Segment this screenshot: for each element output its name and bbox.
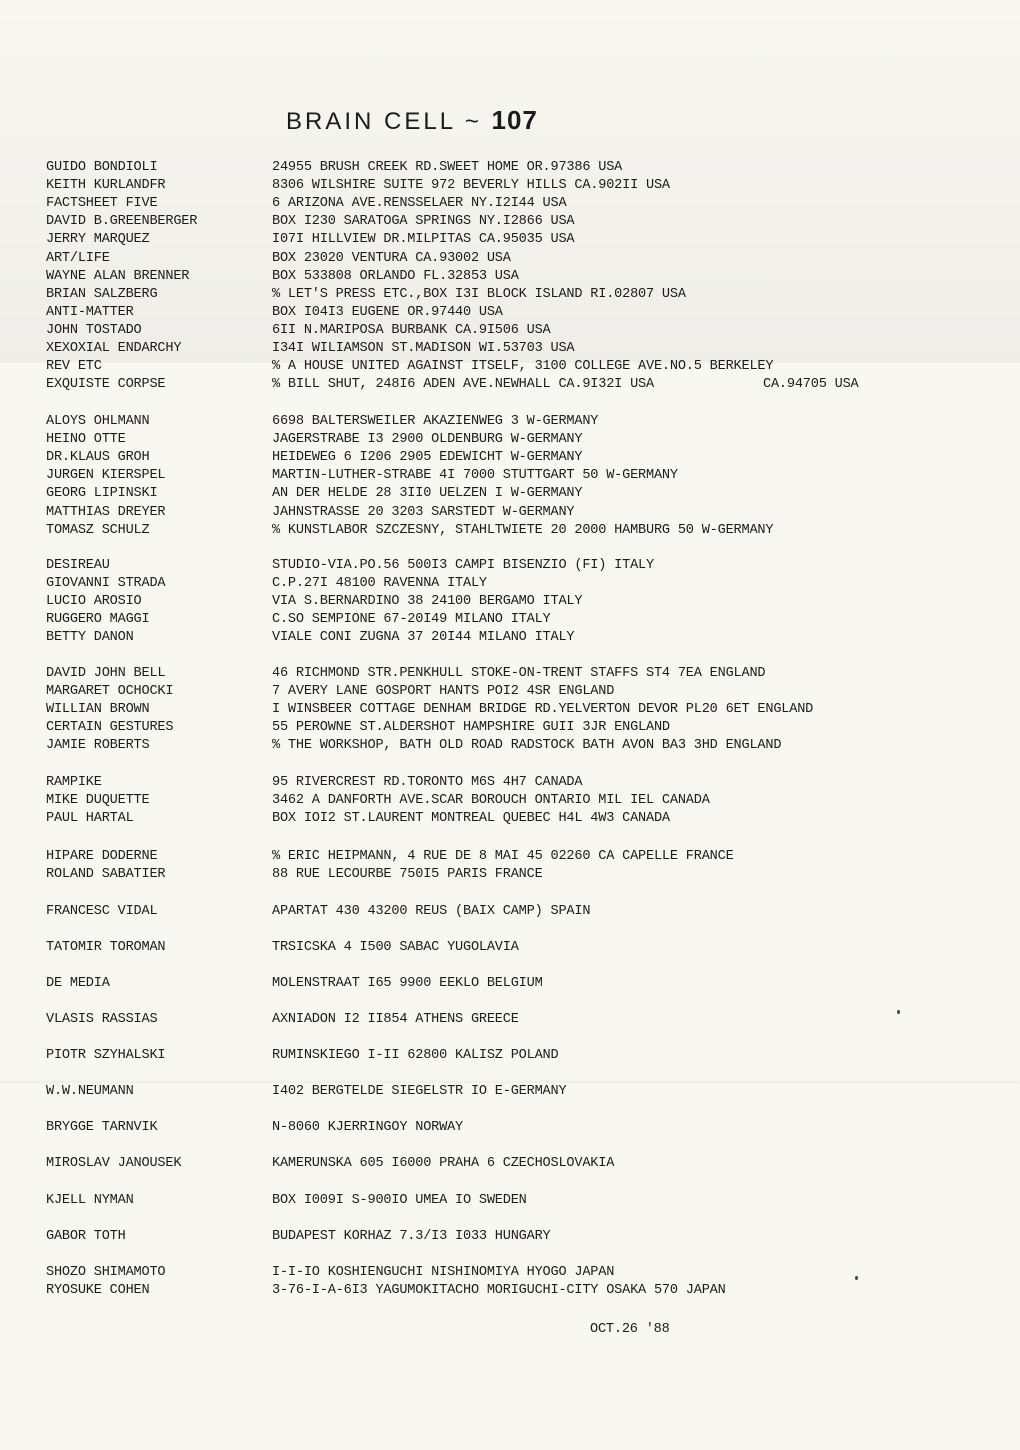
document-date: OCT.26 '88 — [590, 1322, 670, 1337]
contact-name: ART/LIFE — [46, 250, 110, 266]
contact-address: C.P.27I 48100 RAVENNA ITALY — [272, 576, 487, 592]
contact-name: MATTHIAS DREYER — [46, 504, 166, 520]
list-item — [0, 1193, 1000, 1211]
contact-name: TATOMIR TOROMAN — [46, 940, 166, 955]
contact-name: TOMASZ SCHULZ — [46, 522, 150, 538]
list-item — [0, 1048, 1000, 1066]
title-number: 107 — [491, 105, 538, 135]
contact-name: XEXOXIAL ENDARCHY — [46, 341, 182, 356]
list-item — [0, 432, 1000, 450]
list-item — [0, 196, 1000, 214]
list-item — [0, 849, 1000, 867]
contact-name: MIKE DUQUETTE — [46, 793, 150, 809]
contact-name: FACTSHEET FIVE — [46, 196, 158, 212]
list-item — [0, 867, 1000, 885]
contact-address: VIA S.BERNARDINO 38 24100 BERGAMO ITALY — [272, 594, 583, 610]
list-item — [0, 630, 1000, 648]
contact-name: JERRY MARQUEZ — [46, 232, 150, 248]
contact-name: CERTAIN GESTURES — [46, 720, 174, 736]
list-item — [0, 1156, 1000, 1174]
list-item — [0, 214, 1000, 232]
list-item — [0, 738, 1000, 756]
contact-name: EXQUISTE CORPSE — [46, 377, 166, 393]
list-item — [0, 1120, 1000, 1138]
contact-name: ANTI-MATTER — [46, 304, 134, 320]
list-item — [0, 414, 1000, 432]
contact-address: 8306 WILSHIRE SUITE 972 BEVERLY HILLS CA.902II USA — [272, 178, 670, 194]
contact-name: JAMIE ROBERTS — [46, 738, 150, 754]
contact-address: 95 RIVERCREST RD.TORONTO M6S 4H7 CANADA — [272, 775, 583, 790]
contact-address: BOX IOI2 ST.LAURENT MONTREAL QUEBEC H4L 4W3 CANADA — [272, 811, 670, 827]
contact-address: AN DER HELDE 28 3II0 UELZEN I W-GERMANY — [272, 486, 583, 502]
contact-address: JAGERSTRABE I3 2900 OLDENBURG W-GERMANY — [272, 432, 583, 448]
contact-name: HEINO OTTE — [46, 432, 126, 448]
list-item — [0, 178, 1000, 196]
list-item — [0, 160, 1000, 178]
list-item — [0, 811, 1000, 829]
list-item — [0, 1265, 1000, 1283]
contact-name: REV ETC — [46, 359, 102, 375]
address-continuation: CA.94705 USA — [763, 377, 859, 393]
contact-address: TRSICSKA 4 I500 SABAC YUGOLAVIA — [272, 940, 519, 955]
list-item — [0, 940, 1000, 958]
contact-address: BOX 533808 ORLANDO FL.32853 USA — [272, 268, 519, 284]
list-item — [0, 720, 1000, 738]
contact-address: APARTAT 430 43200 REUS (BAIX CAMP) SPAIN — [272, 904, 591, 919]
contact-address: BOX I230 SARATOGA SPRINGS NY.I2866 USA — [272, 214, 575, 230]
list-item — [0, 558, 1000, 576]
contact-name: DESIREAU — [46, 558, 110, 573]
contact-address: BOX I04I3 EUGENE OR.97440 USA — [272, 304, 503, 320]
list-item — [0, 505, 1000, 523]
contact-address: N-8060 KJERRINGOY NORWAY — [272, 1120, 463, 1135]
list-item — [0, 904, 1000, 922]
list-item — [0, 305, 1000, 323]
contact-address: MARTIN-LUTHER-STRABE 4I 7000 STUTTGART 50 W-GERMANY — [272, 468, 678, 484]
contact-name: GEORG LIPINSKI — [46, 486, 158, 502]
list-item — [0, 450, 1000, 468]
contact-address: I34I WILIAMSON ST.MADISON WI.53703 USA — [272, 341, 575, 356]
list-item — [0, 523, 1000, 541]
contact-address: 24955 BRUSH CREEK RD.SWEET HOME OR.97386 USA — [272, 160, 623, 175]
contact-name: MIROSLAV JANOUSEK — [46, 1156, 182, 1171]
contact-name: PIOTR SZYHALSKI — [46, 1048, 166, 1063]
contact-name: PAUL HARTAL — [46, 811, 134, 827]
contact-address: 3462 A DANFORTH AVE.SCAR BOROUCH ONTARIO MIL IEL CANADA — [272, 793, 710, 809]
list-item — [0, 576, 1000, 594]
contact-address: 55 PEROWNE ST.ALDERSHOT HAMPSHIRE GUII 3JR ENGLAND — [272, 720, 670, 736]
list-item — [0, 1012, 1000, 1030]
contact-name: DAVID B.GREENBERGER — [46, 214, 198, 230]
contact-address: BUDAPEST KORHAZ 7.3/I3 I033 HUNGARY — [272, 1229, 551, 1244]
list-item — [0, 594, 1000, 612]
contact-address: 6698 BALTERSWEILER AKAZIENWEG 3 W-GERMANY — [272, 414, 599, 429]
list-item — [0, 341, 1000, 359]
contact-name: RUGGERO MAGGI — [46, 612, 150, 628]
list-item — [0, 1084, 1000, 1102]
list-item — [0, 1229, 1000, 1247]
contact-name: BETTY DANON — [46, 630, 134, 646]
contact-address: % LET'S PRESS ETC.,BOX I3I BLOCK ISLAND RI.02807 USA — [272, 286, 686, 302]
contact-address: BOX I009I S-900IO UMEA IO SWEDEN — [272, 1193, 527, 1208]
contact-name: JOHN TOSTADO — [46, 322, 142, 338]
contact-address: 6 ARIZONA AVE.RENSSELAER NY.I2I44 USA — [272, 196, 567, 212]
contact-address: BOX 23020 VENTURA CA.93002 USA — [272, 250, 511, 266]
contact-name: ALOYS OHLMANN — [46, 414, 150, 429]
list-item — [0, 684, 1000, 702]
list-item — [0, 1283, 1000, 1301]
contact-address: % THE WORKSHOP, BATH OLD ROAD RADSTOCK BATH AVON BA3 3HD ENGLAND — [272, 738, 782, 754]
contact-address: KAMERUNSKA 605 I6000 PRAHA 6 CZECHOSLOVAKIA — [272, 1156, 615, 1171]
contact-name: FRANCESC VIDAL — [46, 904, 158, 919]
contact-address: 6II N.MARIPOSA BURBANK CA.9I506 USA — [272, 322, 551, 338]
contact-name: KEITH KURLANDFR — [46, 178, 166, 194]
contact-name: W.W.NEUMANN — [46, 1084, 134, 1099]
contact-address: % A HOUSE UNITED AGAINST ITSELF, 3100 COLLEGE AVE.NO.5 BERKELEY — [272, 359, 774, 375]
contact-name: WILLIAN BROWN — [46, 702, 150, 718]
list-item — [0, 468, 1000, 486]
contact-address: MOLENSTRAAT I65 9900 EEKLO BELGIUM — [272, 976, 543, 991]
contact-name: HIPARE DODERNE — [46, 849, 158, 864]
list-item — [0, 287, 1000, 305]
contact-address: VIALE CONI ZUGNA 37 20I44 MILANO ITALY — [272, 630, 575, 646]
contact-name: JURGEN KIERSPEL — [46, 468, 166, 484]
contact-address: 3-76-I-A-6I3 YAGUMOKITACHO MORIGUCHI-CITY OSAKA 570 JAPAN — [272, 1283, 726, 1299]
contact-name: LUCIO AROSIO — [46, 594, 142, 610]
contact-address: 46 RICHMOND STR.PENKHULL STOKE-ON-TRENT STAFFS ST4 7EA ENGLAND — [272, 666, 766, 681]
contact-address: % KUNSTLABOR SZCZESNY, STAHLTWIETE 20 2000 HAMBURG 50 W-GERMANY — [272, 522, 774, 538]
contact-address: I07I HILLVIEW DR.MILPITAS CA.95035 USA — [272, 232, 575, 248]
contact-address: I402 BERGTELDE SIEGELSTR IO E-GERMANY — [272, 1084, 567, 1099]
list-item — [0, 251, 1000, 269]
contact-name: GUIDO BONDIOLI — [46, 160, 158, 175]
contact-name: VLASIS RASSIAS — [46, 1012, 158, 1027]
contact-address: STUDIO-VIA.PO.56 500I3 CAMPI BISENZIO (FI) ITALY — [272, 558, 654, 573]
contact-name: SHOZO SHIMAMOTO — [46, 1265, 166, 1280]
contact-address: % BILL SHUT, 248I6 ADEN AVE.NEWHALL CA.9I32I USA — [272, 377, 654, 393]
contact-name: RAMPIKE — [46, 775, 102, 790]
list-item — [0, 702, 1000, 720]
contact-name: DAVID JOHN BELL — [46, 666, 166, 681]
contact-name: GIOVANNI STRADA — [46, 576, 166, 592]
contact-address: JAHNSTRASSE 20 3203 SARSTEDT W-GERMANY — [272, 504, 575, 520]
list-item — [0, 612, 1000, 630]
list-item — [0, 775, 1000, 793]
contact-address: 88 RUE LECOURBE 750I5 PARIS FRANCE — [272, 867, 543, 883]
list-item — [0, 269, 1000, 287]
list-item — [0, 323, 1000, 341]
contact-address: % ERIC HEIPMANN, 4 RUE DE 8 MAI 45 02260 CA CAPELLE FRANCE — [272, 849, 734, 864]
contact-name: BRIAN SALZBERG — [46, 286, 158, 302]
contact-name: DR.KLAUS GROH — [46, 450, 150, 466]
contact-name: MARGARET OCHOCKI — [46, 684, 174, 700]
contact-address: HEIDEWEG 6 I206 2905 EDEWICHT W-GERMANY — [272, 450, 583, 466]
ink-speck — [897, 1010, 900, 1014]
list-item — [0, 976, 1000, 994]
contact-name: RYOSUKE COHEN — [46, 1283, 150, 1299]
ink-speck — [855, 1276, 858, 1280]
contact-address: AXNIADON I2 II854 ATHENS GREECE — [272, 1012, 519, 1027]
contact-name: ROLAND SABATIER — [46, 867, 166, 883]
list-item — [0, 666, 1000, 684]
contact-address: RUMINSKIEGO I-II 62800 KALISZ POLAND — [272, 1048, 559, 1063]
title-prefix: BRAIN CELL ~ — [286, 108, 492, 135]
contact-address: C.SO SEMPIONE 67-20I49 MILANO ITALY — [272, 612, 551, 628]
contact-name: GABOR TOTH — [46, 1229, 126, 1244]
list-item — [0, 359, 1000, 377]
contact-name: BRYGGE TARNVIK — [46, 1120, 158, 1135]
contact-address: 7 AVERY LANE GOSPORT HANTS POI2 4SR ENGLAND — [272, 684, 615, 700]
contact-name: WAYNE ALAN BRENNER — [46, 268, 190, 284]
contact-name: DE MEDIA — [46, 976, 110, 991]
list-item — [0, 486, 1000, 504]
contact-name: KJELL NYMAN — [46, 1193, 134, 1208]
list-item — [0, 793, 1000, 811]
contact-address: I-I-IO KOSHIENGUCHI NISHINOMIYA HYOGO JAPAN — [272, 1265, 615, 1280]
list-item — [0, 232, 1000, 250]
contact-address: I WINSBEER COTTAGE DENHAM BRIDGE RD.YELVERTON DEVOR PL20 6ET ENGLAND — [272, 702, 814, 718]
